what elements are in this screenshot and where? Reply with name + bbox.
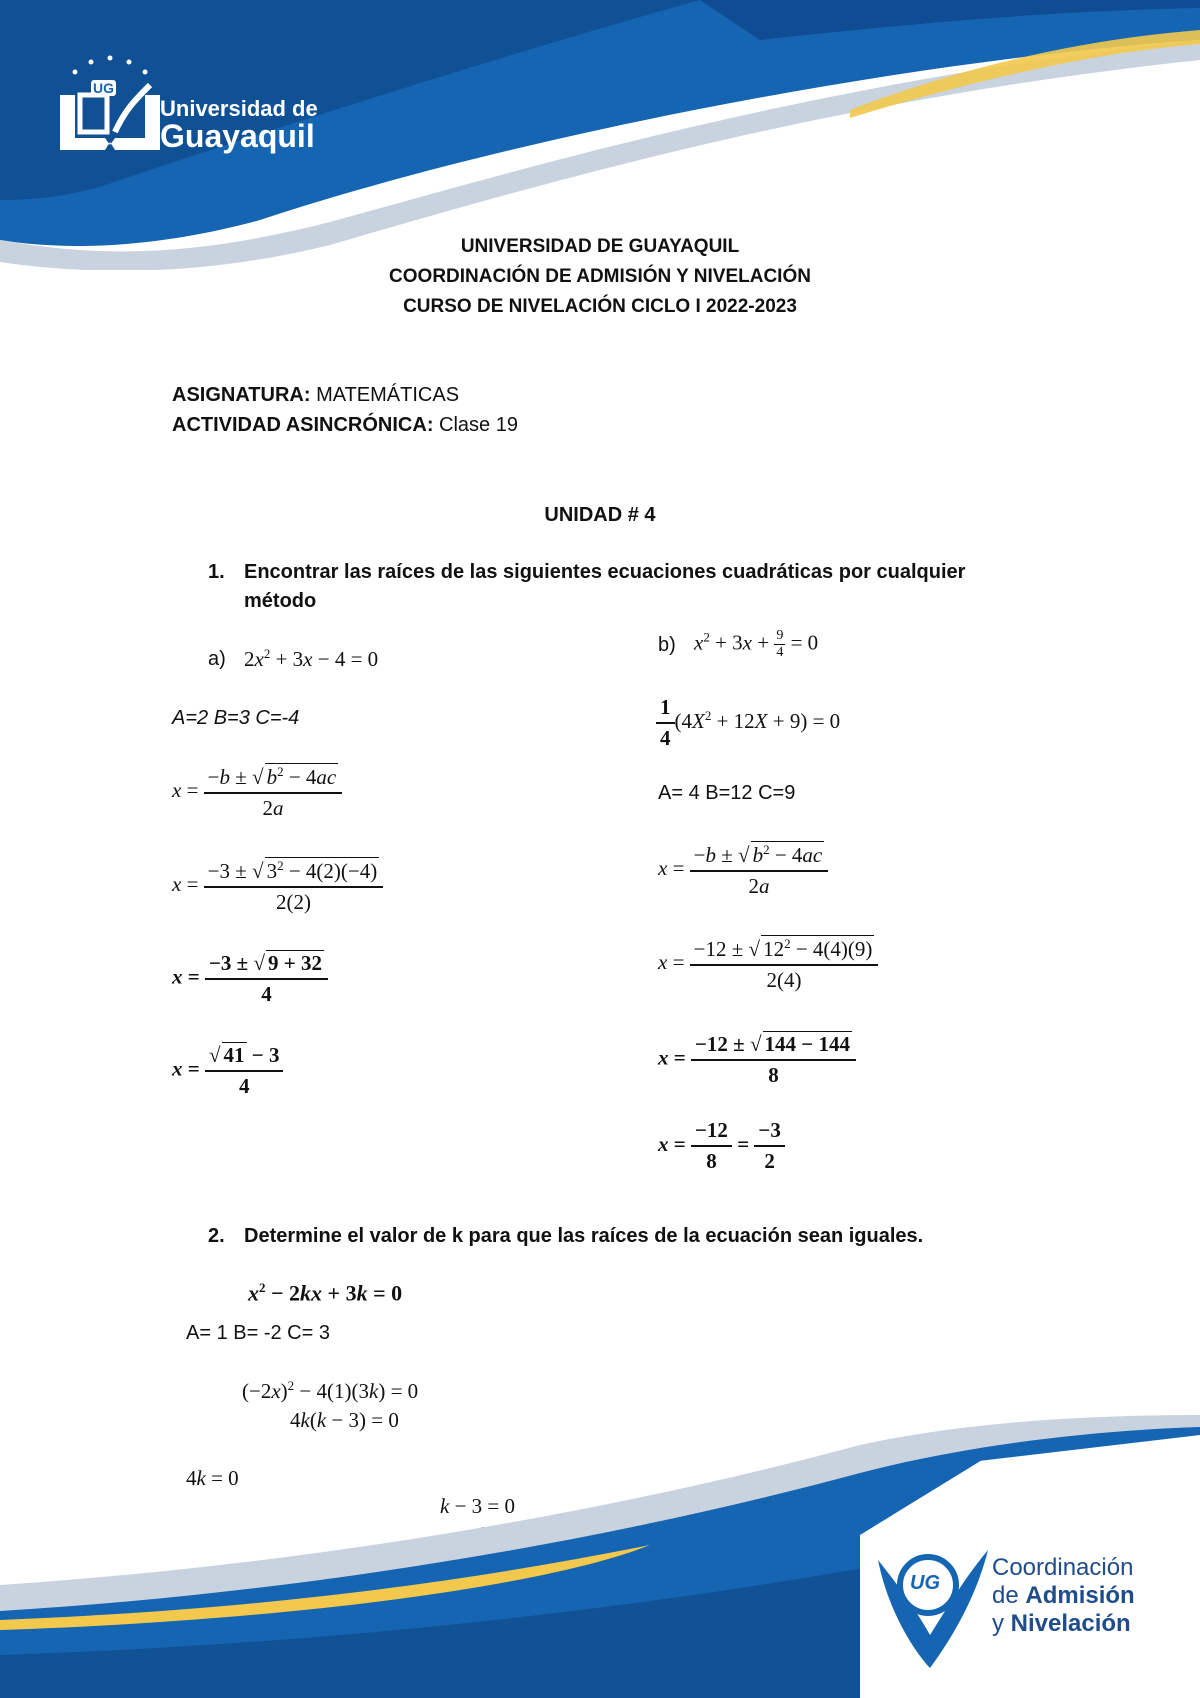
q2-discriminant: $(-2x)^2 - 4(1)(3k) = 0$	[242, 1378, 419, 1403]
q2-equation: $x^2 - 2kx + 3k = 0$	[248, 1280, 403, 1306]
activity-label: ACTIVIDAD ASINCRÓNICA:	[172, 414, 434, 436]
q2-text: Determine el valor de k para que las raíces de la ecuación sean iguales.	[244, 1225, 924, 1247]
header-line2: COORDINACIÓN DE ADMISIÓN Y NIVELACIÓN	[389, 266, 811, 287]
admission-logo	[868, 1540, 993, 1670]
q1b-step1: x = $\frac{-b \pm √ b^2 - 4ac}{2a}$	[658, 841, 828, 899]
q1-number: 1.	[208, 561, 225, 583]
q1b-step2: x = $\frac{-12 \pm √ 12^2 - 4(4)(9)}{2(4)}$	[658, 935, 878, 993]
footer-logo-initials: UG	[910, 1572, 940, 1594]
q1a-label: a)	[208, 648, 226, 670]
footer-line1: Coordinación	[992, 1554, 1134, 1581]
q1a-coefficients: A=2 B=3 C=-4	[172, 707, 300, 729]
unit-title: UNIDAD # 4	[544, 504, 656, 526]
q1a-step1: x = $\frac{-b \pm √ b^2 - 4ac}{2a}$	[172, 763, 342, 821]
checkmark-shield-icon	[868, 1540, 993, 1670]
q1b-label: b)	[658, 634, 676, 656]
q1b-coefficients: A= 4 B=12 C=9	[658, 782, 796, 804]
q2-coefficients: A= 1 B= -2 C= 3	[186, 1322, 330, 1344]
q1-text-line2: método	[244, 590, 317, 612]
subject-value: MATEMÁTICAS	[310, 384, 460, 406]
logo-initials: UG	[93, 80, 114, 96]
q1-text-line1: Encontrar las raíces de las siguientes ecuaciones cuadráticas por cualquier	[244, 561, 966, 583]
subject-label: ASIGNATURA:	[172, 384, 311, 406]
brand-name-line1: Universidad de	[160, 96, 318, 121]
q1b-step3: x = $\frac{-12 \pm √ 144 - 144}{8}$	[658, 1031, 856, 1088]
activity-value: Clase 19	[433, 414, 518, 436]
book-icon	[55, 50, 165, 155]
q1b-factored: $\frac{1}{4}$ $(4X^2 + 12X + 9) = 0$	[656, 695, 840, 751]
brand-name-line2: Guayaquil	[160, 118, 315, 154]
university-logo	[55, 50, 165, 155]
q2-root2-eq: k − 3 = 0	[440, 1494, 516, 1518]
q1a-equation: $2x^2 + 3x - 4 = 0$	[244, 646, 379, 671]
q2-root1: 4k = 0	[186, 1466, 239, 1490]
q1a-step3: x = $\frac{-3 \pm √ 9 + 32}{4}$	[172, 950, 328, 1007]
q1a-step4: x = $\frac{√ 41 - 3}{4}$	[172, 1042, 283, 1099]
q1b-equation: $x^2 + 3x$ + $\frac{9}{4}$ = 0	[694, 628, 819, 660]
header-line1: UNIVERSIDAD DE GUAYAQUIL	[460, 236, 740, 257]
header-line3: CURSO DE NIVELACIÓN CICLO I 2022-2023	[403, 296, 797, 317]
q2-factored: 4k(k − 3) = 0	[290, 1408, 399, 1432]
q1b-step4: x = $\frac{-12}{8}$ = $\frac{-3}{2}$	[658, 1118, 785, 1174]
subject-line	[172, 380, 459, 410]
q2-number: 2.	[208, 1225, 225, 1247]
activity-line	[172, 410, 518, 440]
footer-line2: de Admisión	[992, 1582, 1135, 1609]
footer-line3: y Nivelación	[992, 1610, 1131, 1637]
q1a-step2: x = $\frac{-3 \pm √ 3^2 - 4(2)(-4)}{2(2)}$	[172, 857, 383, 915]
